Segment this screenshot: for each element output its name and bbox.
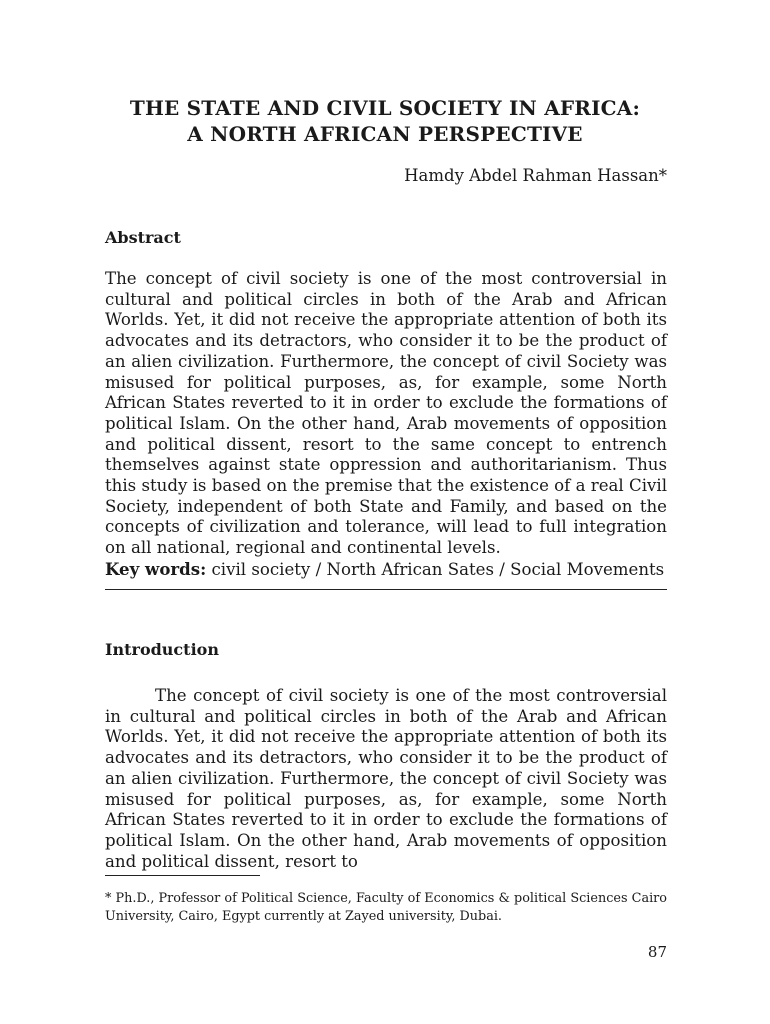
section-divider [105,589,667,590]
paper-title-line-2: A NORTH AFRICAN PERSPECTIVE [187,122,583,146]
keywords-text: civil society / North African Sates / Social Movements [206,560,665,579]
keywords-label: Key words: [105,559,207,579]
abstract-paragraph: The concept of civil society is one of the most controversial in cultural and political circles in both of the Arab and African Worlds. Yet, it did not receive the appropriate attention of both its advocates and its detractors, who consider it to be the product of an alien civilization. Furthermore, the concept of civil Society was misused for political purposes, as, for example, some North African States reverted to it in order to exclude the formations of political Islam. On the other hand, Arab movements of opposition and political dissent, resort to the same concept to entrench themselves against state oppression and authoritarianism. Thus this study is based on the premise that the existence of a real Civil Society, independent of both State and Family, and based on the concepts of civilization and tolerance, will lead to full integration on all national, regional and continental levels. [105,269,667,558]
author-footnote: * Ph.D., Professor of Political Science, Faculty of Economics & political Sciences Cairo University, Cairo, Egypt currently at Zayed university, Dubai. [105,891,667,924]
introduction-heading: Introduction [105,640,219,659]
footnote-divider [105,875,260,876]
paper-title-line-1: THE STATE AND CIVIL SOCIETY IN AFRICA: [129,96,641,120]
abstract-heading: Abstract [105,228,181,247]
introduction-paragraph: The concept of civil society is one of the most controversial in cultural and political circles in both of the Arab and African Worlds. Yet, it did not receive the appropriate attention of both its advocates and its detractors, who consider it to be the product of an alien civilization. Furthermore, the concept of civil Society was misused for political purposes, as, for example, some North African States reverted to it in order to exclude the formations of political Islam. On the other hand, Arab movements of opposition and political dissent, resort to [105,686,667,871]
author-name: Hamdy Abdel Rahman Hassan* [404,166,667,185]
keywords-line [105,558,667,581]
page-number: 87 [647,943,667,961]
